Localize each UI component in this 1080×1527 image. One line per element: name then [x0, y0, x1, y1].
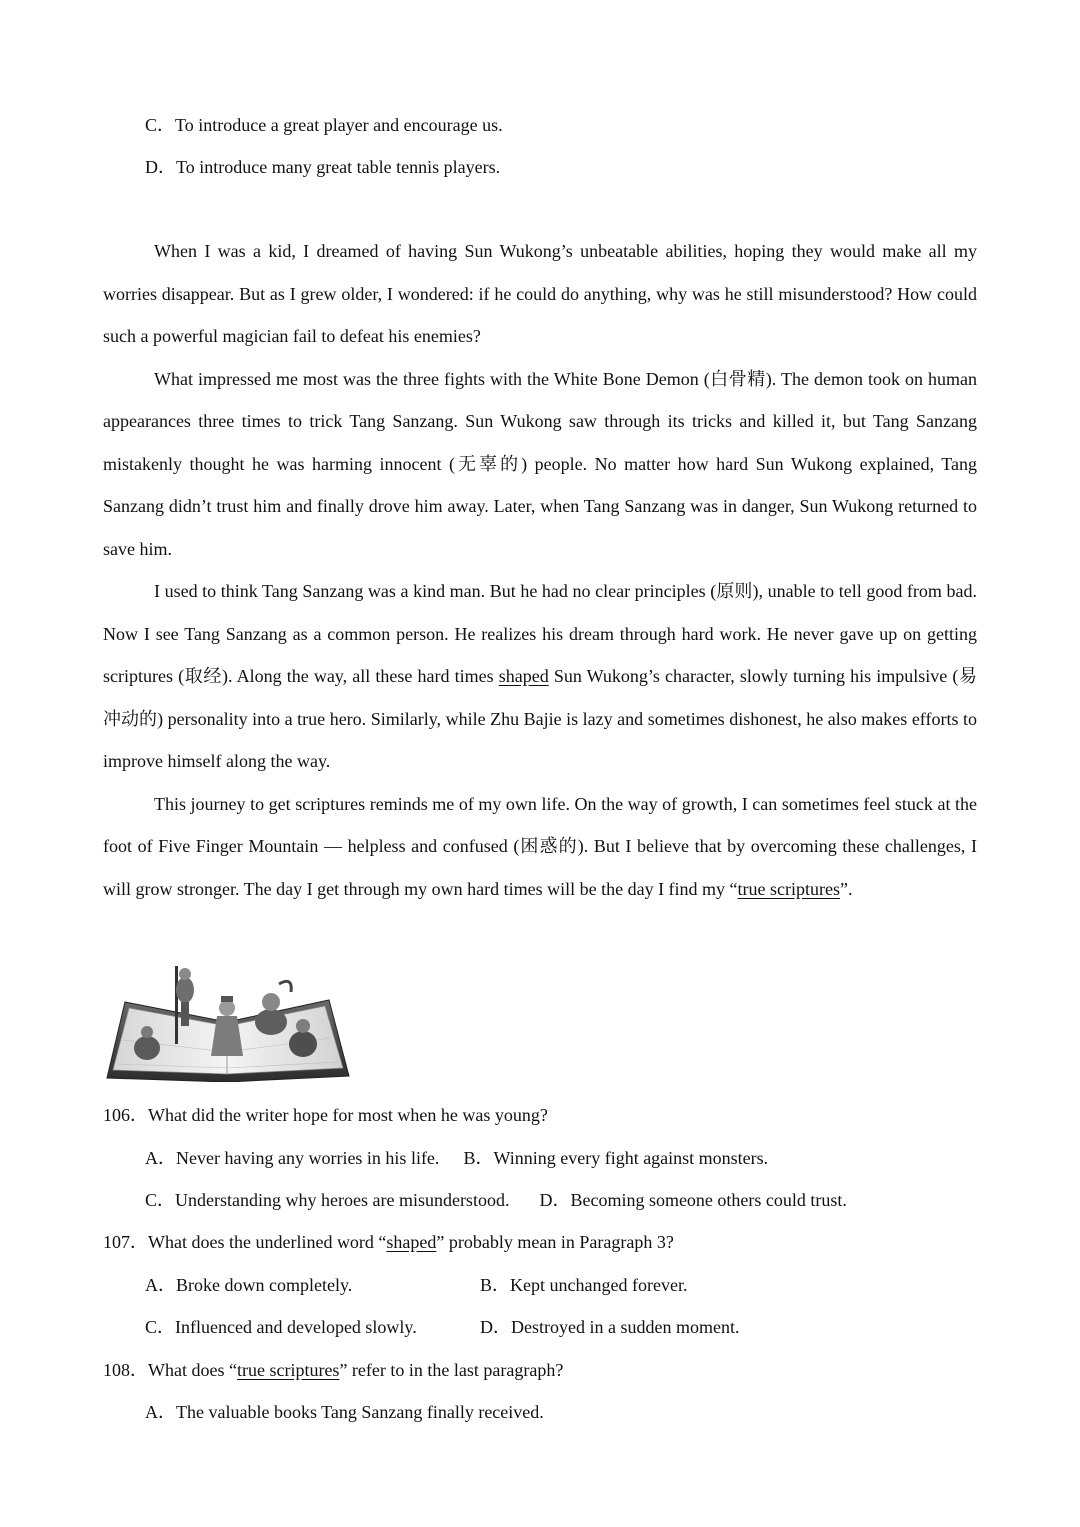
option-text: To introduce many great table tennis players. [176, 157, 501, 177]
paragraph-text: ”. [840, 878, 853, 899]
paragraph-text: This journey to get scriptures reminds me of my own life. On the way of growth, I can sometimes feel stuck at the foot of Five Finger Mountain — helpless and confused (困惑的). But I believe that by overcoming these challenges, I will grow stronger. The day I get through my own hard times will be the day I find my “ [103, 793, 977, 899]
option-c[interactable] [145, 1315, 480, 1339]
option-text: The valuable books Tang Sanzang finally received. [176, 1402, 544, 1422]
stem-text: ” probably mean in Paragraph 3? [436, 1232, 674, 1252]
stem-text: 108．What does “ [103, 1360, 237, 1380]
option-letter: B． [463, 1148, 494, 1168]
option-text: Never having any worries in his life. [176, 1148, 440, 1168]
question-107-options-row-2 [145, 1315, 739, 1339]
reading-passage [103, 230, 977, 910]
option-a[interactable] [145, 1400, 544, 1424]
option-text: Influenced and developed slowly. [175, 1317, 417, 1337]
option-text: To introduce a great player and encourage us. [175, 115, 503, 135]
option-b[interactable] [463, 1146, 768, 1170]
passage-paragraph-1: When I was a kid, I dreamed of having Sun Wukong’s unbeatable abilities, hoping they would make all my worries disappear. But as I grew older, I wondered: if he could do anything, why was he still misunderstood? How could such a powerful magician fail to defeat his enemies? [103, 241, 977, 346]
question-107-stem [103, 1230, 674, 1254]
question-106-stem: 106．What did the writer hope for most when he was young? [103, 1105, 548, 1125]
underlined-phrase-true-scriptures: true scriptures [236, 1360, 340, 1380]
question-108-stem [103, 1358, 563, 1382]
prev-option-d [145, 155, 500, 179]
option-text: Becoming someone others could trust. [570, 1190, 847, 1210]
option-text: Winning every fight against monsters. [493, 1148, 769, 1168]
option-a[interactable] [145, 1146, 439, 1170]
option-d[interactable] [539, 1188, 846, 1212]
option-a[interactable] [145, 1273, 480, 1297]
prev-option-c [145, 113, 503, 137]
option-letter: C． [145, 1317, 176, 1337]
option-letter: D． [480, 1317, 511, 1337]
option-letter: A． [145, 1402, 176, 1422]
option-d[interactable] [480, 1315, 739, 1339]
option-letter: A． [145, 1275, 176, 1295]
option-letter: C． [145, 1190, 176, 1210]
question-106-options-row-2 [145, 1188, 847, 1212]
question-108-options-row-1 [145, 1400, 544, 1424]
passage-paragraph-3 [103, 570, 977, 783]
stem-text: ” refer to in the last paragraph? [339, 1360, 564, 1380]
question-106-options-row-1 [145, 1146, 768, 1170]
paragraph-text: I used to think Tang Sanzang was a kind man. But he had no clear principles (原则), unable to tell good from bad. Now I see Tang Sanzang as a common person. He realizes his dream through hard work. He never gave up on getting scriptures (取经). Along the way, all these hard times [103, 581, 977, 686]
underlined-word-shaped: shaped [386, 1232, 437, 1252]
option-b[interactable] [480, 1273, 687, 1297]
passage-paragraph-2: What impressed me most was the three fights with the White Bone Demon (白骨精). The demon took on human appearances three times to trick Tang Sanzang. Sun Wukong saw through its tricks and killed it, but Tang Sanzang mistakenly thought he was harming innocent (无辜的) people. No matter how hard Sun Wukong explained, Tang Sanzang didn’t trust him and finally drove him away. Later, when Tang Sanzang was in danger, Sun Wukong returned to save him. [103, 368, 977, 559]
option-text: Broke down completely. [176, 1275, 353, 1295]
option-text: Destroyed in a sudden moment. [511, 1317, 740, 1337]
paragraph-text: Sun Wukong’s character, slowly turning his impulsive (易冲动的) personality into a true hero. Similarly, while Zhu Bajie is lazy and sometimes dishonest, he also makes efforts to improve himself along the way. [103, 666, 977, 771]
journey-to-the-west-illustration [103, 960, 351, 1082]
underlined-phrase-true-scriptures: true scriptures [737, 878, 841, 899]
option-letter: B． [480, 1275, 511, 1295]
option-letter: A． [145, 1148, 176, 1168]
underlined-word-shaped: shaped [498, 666, 549, 686]
question-107-options-row-1 [145, 1273, 687, 1297]
stem-text: 107．What does the underlined word “ [103, 1232, 387, 1252]
passage-paragraph-4 [103, 783, 977, 911]
option-letter: C． [145, 115, 176, 135]
option-text: Understanding why heroes are misunderstood. [175, 1190, 510, 1210]
option-letter: D． [539, 1190, 571, 1210]
option-text: Kept unchanged forever. [510, 1275, 688, 1295]
option-letter: D． [145, 157, 176, 177]
option-c[interactable] [145, 1188, 509, 1212]
